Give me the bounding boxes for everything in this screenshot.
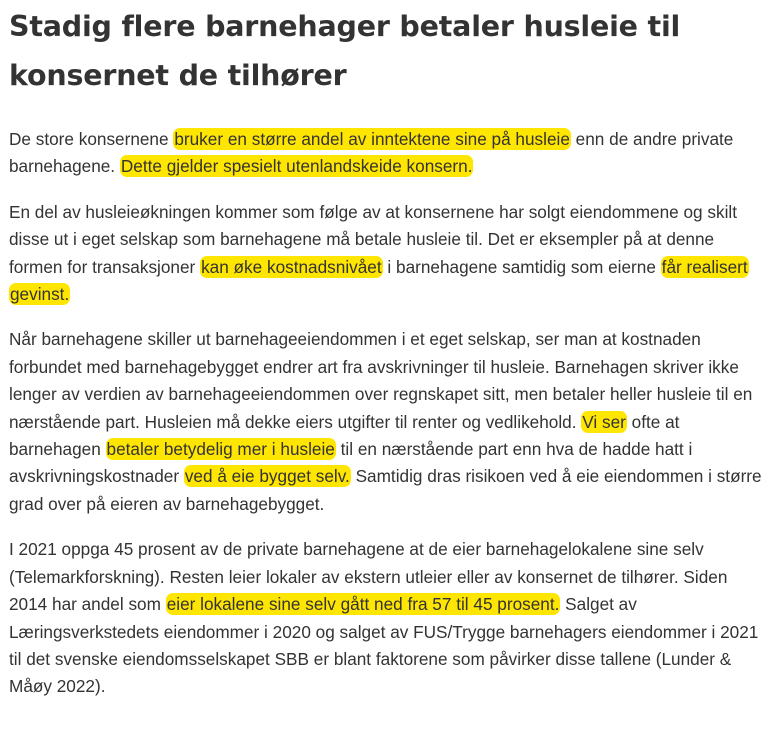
text-segment: enn de andre private barnehagene.	[9, 129, 734, 177]
article	[9, 0, 763, 719]
highlighted-text: kan øke kostnadsnivået	[201, 256, 382, 277]
paragraph-3	[9, 326, 763, 518]
text-segment: Samtidig dras risikoen ved å eie eiendommen i større grad over på eieren av barnehagebygget.	[9, 466, 762, 514]
article-body	[9, 126, 763, 701]
highlighted-text: bruker en større andel av inntektene sine på husleie	[174, 129, 570, 149]
text-segment: i barnehagene samtidig som eierne	[382, 256, 661, 277]
paragraph-2	[9, 199, 763, 309]
highlighted-text: eier lokalene sine selv gått ned fra 57 til 45 prosent.	[166, 594, 560, 615]
highlighted-text: ved å eie bygget selv.	[184, 466, 350, 487]
paragraph-4	[9, 536, 763, 700]
text-segment: En del av husleieøkningen kommer som følge av at konsernene har solgt eiendommene og skilt disse ut i eget selskap som barnehagene må betale husleie til. Det er eksempler på at denne formen for transaksjoner	[9, 201, 737, 277]
text-segment: Når barnehagene skiller ut barnehageeiendommen i et eget selskap, ser man at kostnaden forbundet med barnehagebygget endrer art fra avskrivninger til husleie. Barnehagen skriver ikke lenger av verdien av barnehageeiendommen over regnskapet sitt, men betaler heller husleie til en nærstående part. Husleien må dekke eiers utgifter til renter og vedlikehold.	[9, 329, 753, 432]
paragraph-1	[9, 126, 763, 181]
highlighted-text: Vi ser	[582, 411, 626, 432]
text-segment: til en nærstående part enn hva de hadde hatt i avskrivningskostnader	[9, 439, 693, 487]
text-segment: Salget av Læringsverkstedets eiendommer i 2020 og salget av FUS/Trygge barnehagers eiendommer i 2021 til det svenske eiendomsselskapet SBB er blant faktorene som påvirker disse tallene (Lunder & Måøy 2022).	[9, 594, 759, 697]
article-title: Stadig flere barnehager betaler husleie til konsernet de tilhører	[9, 10, 681, 92]
highlighted-text: Dette gjelder spesielt utenlandskeide konsern.	[120, 156, 473, 177]
highlighted-text: betaler betydelig mer i husleie	[106, 439, 335, 460]
highlighted-text: får realisert gevinst.	[10, 256, 748, 305]
text-segment: I 2021 oppga 45 prosent av de private barnehagene at de eier barnehagelokalene sine selv (Telemarkforskning). Resten leier lokaler av ekstern utleier eller av konsernet de tilhører. Siden 2014 har andel som	[9, 539, 728, 615]
text-segment: ofte at barnehagen	[9, 411, 680, 460]
text-segment: De store konsernene	[9, 129, 174, 149]
